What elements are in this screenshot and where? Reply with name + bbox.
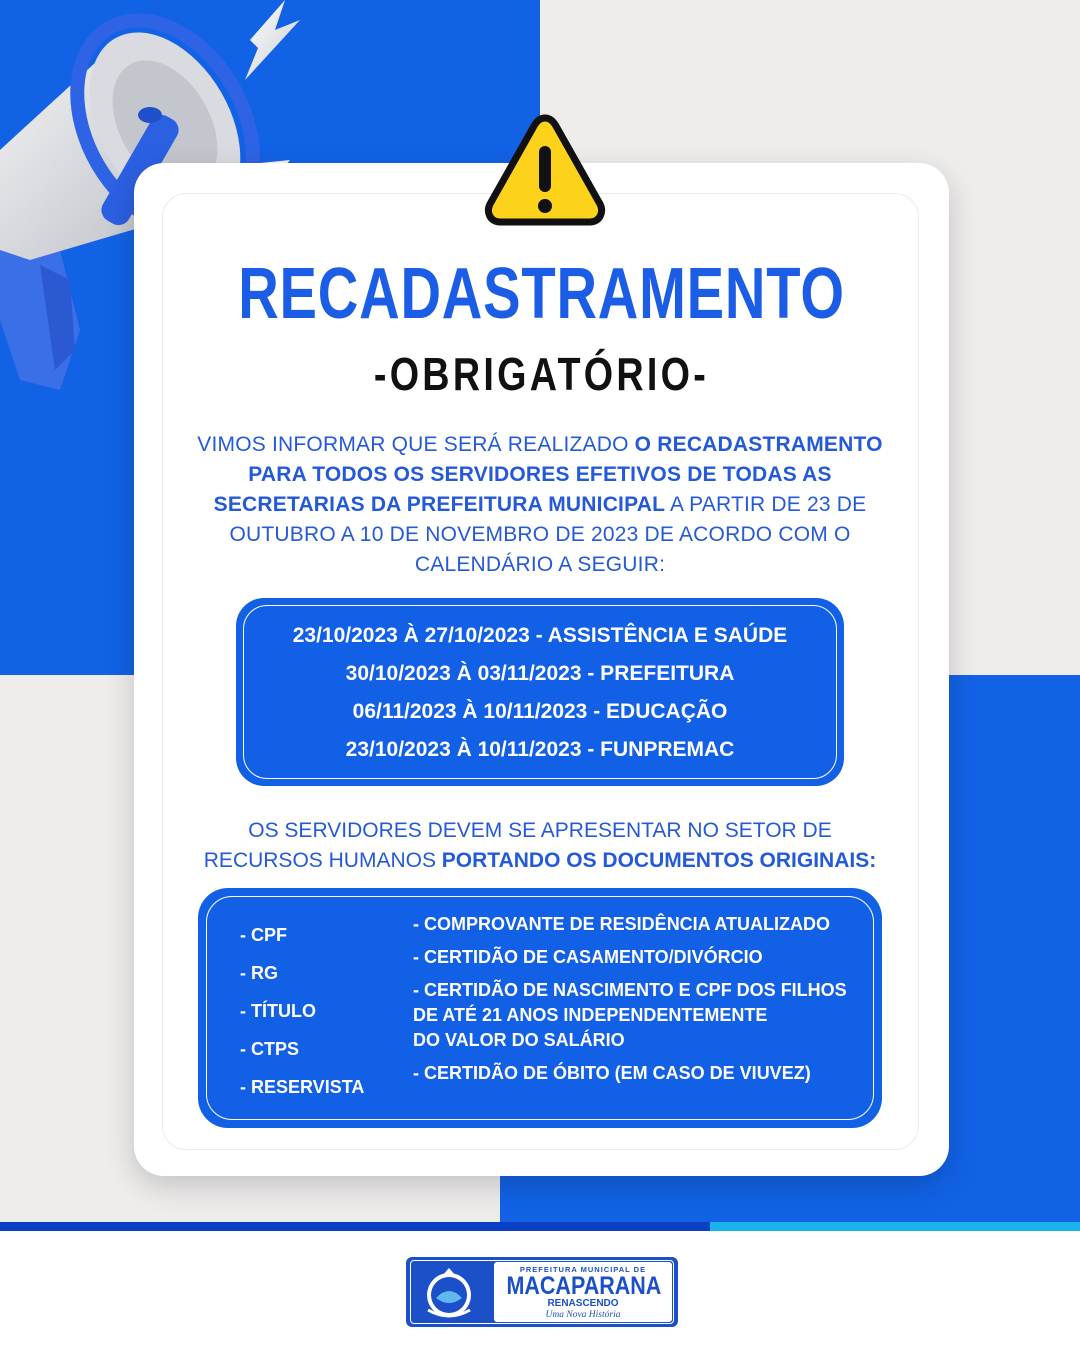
document-item: - RESERVISTA — [240, 1077, 365, 1097]
intro-text-bold: O RECADASTRAMENTO PARA TODOS OS SERVIDORES EFETIVOS DE TODAS AS SECRETARIAS DA PREFEITURA MUNICIPAL — [213, 433, 883, 516]
document-item: - CERTIDÃO DE NASCIMENTO E CPF DOS FILHOS DE ATÉ 21 ANOS INDEPENDENTEMENTE DO VALOR DO SALÁRIO — [413, 980, 847, 1050]
document-item: - TÍTULO — [240, 1001, 316, 1021]
footer-stripe-dark — [0, 1222, 710, 1231]
intro-text — [190, 430, 890, 580]
document-item: - COMPROVANTE DE RESIDÊNCIA ATUALIZADO — [413, 914, 830, 934]
schedule-item: 23/10/2023 À 27/10/2023 - ASSISTÊNCIA E SAÚDE — [292, 624, 788, 647]
documents-list-left — [240, 916, 400, 1106]
municipal-seal-icon — [418, 1262, 480, 1324]
intro-text-part1: VIMOS INFORMAR QUE SERÁ REALIZADO — [197, 433, 635, 456]
logo-tagline: Uma Nova História — [545, 1310, 621, 1320]
documents-intro-text — [190, 816, 890, 876]
intro-text-part2: A PARTIR DE 23 DE OUTUBRO A 10 DE NOVEMBRO DE 2023 DE ACORDO COM O CALENDÁRIO A SEGUIR: — [229, 493, 867, 576]
document-item: - CERTIDÃO DE CASAMENTO/DIVÓRCIO — [413, 947, 763, 967]
schedule-item: 30/10/2023 À 03/11/2023 - PREFEITURA — [345, 662, 735, 685]
documents-list-right — [413, 912, 863, 1094]
document-item: - CERTIDÃO DE ÓBITO (EM CASO DE VIUVEZ) — [413, 1063, 811, 1083]
schedule-item: 06/11/2023 À 10/11/2023 - EDUCAÇÃO — [352, 700, 728, 723]
document-item: - CTPS — [240, 1039, 300, 1059]
logo-slogan: RENASCENDO — [547, 1298, 619, 1309]
schedule-list — [236, 617, 844, 769]
page-subtitle: -OBRIGATÓRIO- — [373, 348, 710, 400]
logo-text-box — [494, 1262, 672, 1322]
logo-prefix: PREFEITURA MUNICIPAL DE — [519, 1265, 647, 1274]
documents-intro-bold: PORTANDO OS DOCUMENTOS ORIGINAIS: — [441, 849, 877, 872]
footer-stripe-light — [710, 1222, 1080, 1231]
documents-intro-part1: OS SERVIDORES DEVEM SE APRESENTAR NO SETOR DE RECURSOS HUMANOS — [203, 819, 832, 872]
document-item: - RG — [240, 963, 278, 983]
schedule-item: 23/10/2023 À 10/11/2023 - FUNPREMAC — [345, 738, 735, 761]
document-item: - CPF — [240, 925, 287, 945]
logo-name: MACAPARANA — [506, 1272, 662, 1300]
warning-icon — [484, 112, 606, 228]
page-title: RECADASTRAMENTO — [238, 254, 845, 334]
